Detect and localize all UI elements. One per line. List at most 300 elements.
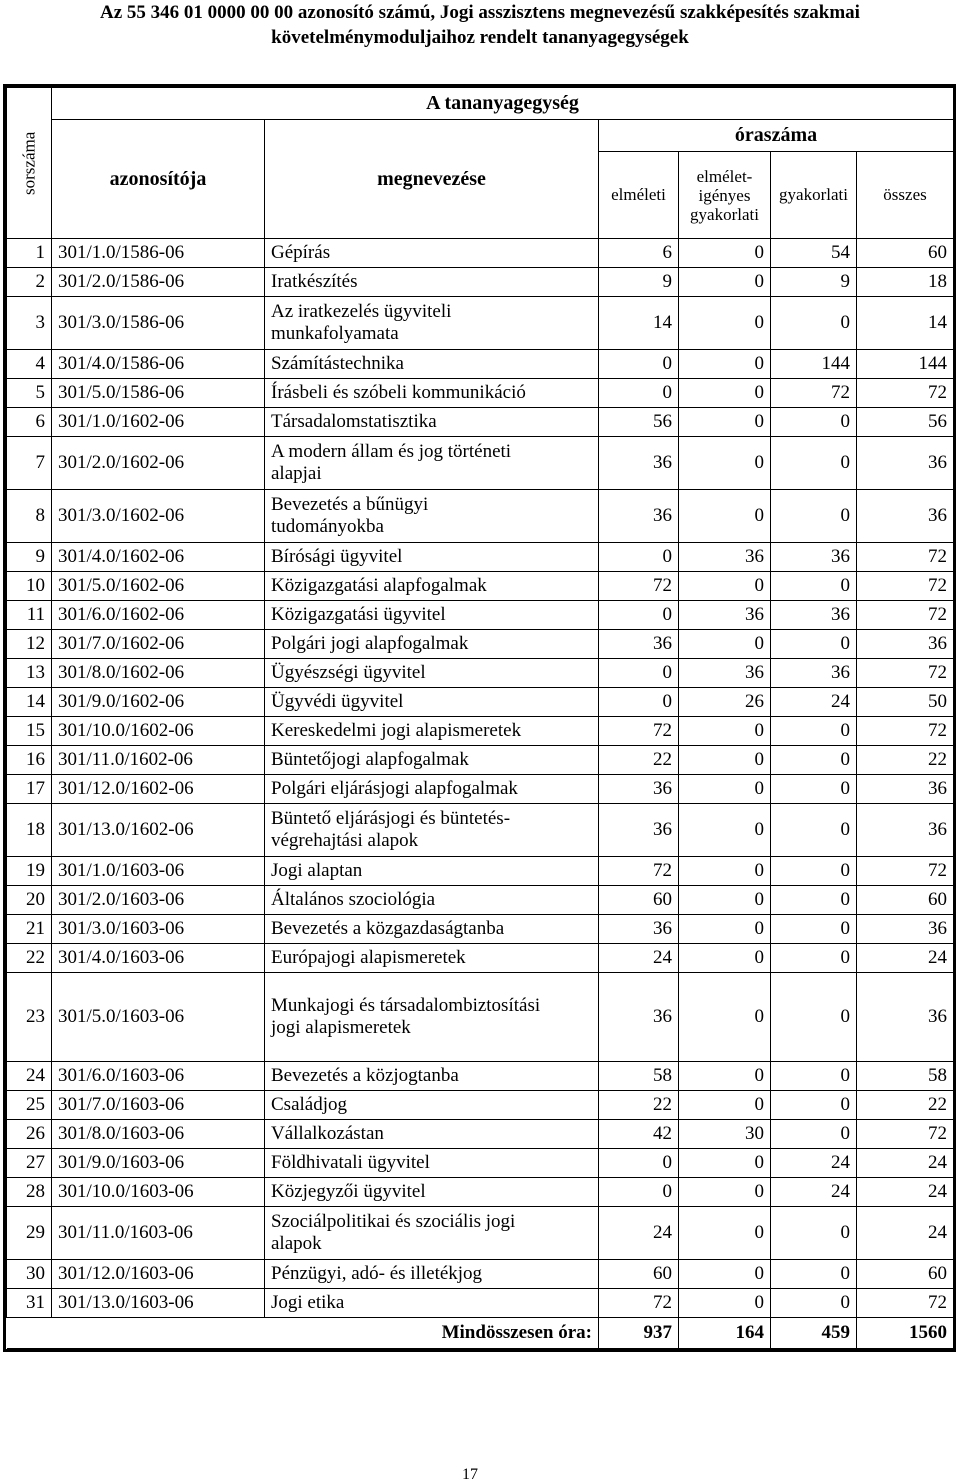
row-number: 3 bbox=[7, 297, 52, 350]
row-name-line1: Számítástechnika bbox=[271, 353, 404, 374]
row-elmeleti: 60 bbox=[599, 886, 679, 915]
row-name bbox=[265, 886, 599, 915]
total-elmeleti: 937 bbox=[599, 1318, 679, 1349]
row-gyakorlati: 54 bbox=[771, 239, 857, 268]
row-name-line1: Ügyvédi ügyvitel bbox=[271, 691, 404, 712]
row-name-line1: Az iratkezelés ügyviteli bbox=[271, 301, 452, 322]
row-elmeletigenyes: 0 bbox=[679, 239, 771, 268]
row-name bbox=[265, 746, 599, 775]
row-gyakorlati: 0 bbox=[771, 572, 857, 601]
row-name-line1: Írásbeli és szóbeli kommunikáció bbox=[271, 382, 526, 403]
row-elmeletigenyes: 0 bbox=[679, 775, 771, 804]
header-oraszama: óraszáma bbox=[599, 120, 954, 152]
table-row bbox=[7, 601, 954, 630]
table-row bbox=[7, 268, 954, 297]
row-id: 301/2.0/1586-06 bbox=[52, 268, 265, 297]
table-row bbox=[7, 1062, 954, 1091]
row-id: 301/9.0/1603-06 bbox=[52, 1149, 265, 1178]
row-elmeletigenyes: 0 bbox=[679, 572, 771, 601]
row-number: 25 bbox=[7, 1091, 52, 1120]
table-row bbox=[7, 857, 954, 886]
row-elmeleti: 0 bbox=[599, 1149, 679, 1178]
row-osszes: 60 bbox=[857, 886, 954, 915]
row-number: 4 bbox=[7, 350, 52, 379]
row-elmeleti: 60 bbox=[599, 1260, 679, 1289]
row-gyakorlati: 0 bbox=[771, 944, 857, 973]
total-elmeletigenyes: 164 bbox=[679, 1318, 771, 1349]
row-id: 301/8.0/1602-06 bbox=[52, 659, 265, 688]
row-number: 30 bbox=[7, 1260, 52, 1289]
row-elmeletigenyes: 0 bbox=[679, 746, 771, 775]
row-elmeleti: 72 bbox=[599, 717, 679, 746]
curriculum-table bbox=[3, 84, 956, 1352]
table-row bbox=[7, 350, 954, 379]
table-row bbox=[7, 408, 954, 437]
row-id: 301/12.0/1603-06 bbox=[52, 1260, 265, 1289]
row-elmeletigenyes: 0 bbox=[679, 437, 771, 490]
row-elmeletigenyes: 0 bbox=[679, 1178, 771, 1207]
row-id: 301/3.0/1602-06 bbox=[52, 490, 265, 543]
row-id: 301/10.0/1602-06 bbox=[52, 717, 265, 746]
table-row bbox=[7, 688, 954, 717]
table-row bbox=[7, 1207, 954, 1260]
row-osszes: 18 bbox=[857, 268, 954, 297]
row-name bbox=[265, 857, 599, 886]
row-id: 301/11.0/1602-06 bbox=[52, 746, 265, 775]
table-row bbox=[7, 379, 954, 408]
table-row bbox=[7, 1178, 954, 1207]
row-gyakorlati: 0 bbox=[771, 746, 857, 775]
row-number: 29 bbox=[7, 1207, 52, 1260]
table-row bbox=[7, 1120, 954, 1149]
row-elmeleti: 72 bbox=[599, 1289, 679, 1318]
row-name bbox=[265, 804, 599, 857]
table-row bbox=[7, 239, 954, 268]
row-osszes: 24 bbox=[857, 1207, 954, 1260]
row-number: 24 bbox=[7, 1062, 52, 1091]
row-elmeletigenyes: 0 bbox=[679, 1260, 771, 1289]
row-gyakorlati: 0 bbox=[771, 297, 857, 350]
table-row bbox=[7, 804, 954, 857]
row-number: 23 bbox=[7, 973, 52, 1062]
row-name-line1: Társadalomstatisztika bbox=[271, 411, 437, 432]
row-number: 26 bbox=[7, 1120, 52, 1149]
row-elmeleti: 56 bbox=[599, 408, 679, 437]
row-name-line1: Szociálpolitikai és szociális jogi bbox=[271, 1211, 516, 1232]
row-number: 27 bbox=[7, 1149, 52, 1178]
row-name bbox=[265, 717, 599, 746]
row-name-line1: Kereskedelmi jogi alapismeretek bbox=[271, 720, 522, 741]
row-name-line1: Polgári eljárásjogi alapfogalmak bbox=[271, 778, 518, 799]
row-elmeleti: 22 bbox=[599, 746, 679, 775]
row-gyakorlati: 0 bbox=[771, 1062, 857, 1091]
table-row bbox=[7, 490, 954, 543]
row-name-line1: Jogi etika bbox=[271, 1292, 345, 1313]
row-id: 301/13.0/1602-06 bbox=[52, 804, 265, 857]
row-elmeleti: 36 bbox=[599, 804, 679, 857]
row-elmeletigenyes: 36 bbox=[679, 543, 771, 572]
header-gyakorlati: gyakorlati bbox=[771, 152, 857, 239]
row-gyakorlati: 0 bbox=[771, 717, 857, 746]
row-name bbox=[265, 1149, 599, 1178]
row-osszes: 14 bbox=[857, 297, 954, 350]
row-elmeletigenyes: 0 bbox=[679, 717, 771, 746]
header-azonosito: azonosítója bbox=[52, 120, 265, 239]
row-gyakorlati: 0 bbox=[771, 775, 857, 804]
row-name-line1: Bevezetés a közgazdaságtanba bbox=[271, 918, 505, 939]
row-elmeletigenyes: 0 bbox=[679, 1207, 771, 1260]
row-name-line1: Bírósági ügyvitel bbox=[271, 546, 403, 567]
row-elmeleti: 24 bbox=[599, 944, 679, 973]
row-elmeleti: 36 bbox=[599, 490, 679, 543]
row-name bbox=[265, 1120, 599, 1149]
row-elmeletigenyes: 0 bbox=[679, 379, 771, 408]
row-id: 301/4.0/1602-06 bbox=[52, 543, 265, 572]
row-osszes: 72 bbox=[857, 1120, 954, 1149]
total-label: Mindösszesen óra: bbox=[7, 1318, 599, 1349]
row-osszes: 72 bbox=[857, 379, 954, 408]
table-row bbox=[7, 1149, 954, 1178]
row-osszes: 36 bbox=[857, 437, 954, 490]
row-number: 19 bbox=[7, 857, 52, 886]
row-elmeleti: 0 bbox=[599, 601, 679, 630]
header-elmeleti: elméleti bbox=[599, 152, 679, 239]
row-id: 301/6.0/1603-06 bbox=[52, 1062, 265, 1091]
row-osszes: 36 bbox=[857, 915, 954, 944]
row-name-line2: munkafolyamata bbox=[271, 323, 399, 344]
row-name-line1: Földhivatali ügyvitel bbox=[271, 1152, 430, 1173]
row-elmeleti: 36 bbox=[599, 775, 679, 804]
table-row bbox=[7, 543, 954, 572]
total-osszes: 1560 bbox=[857, 1318, 954, 1349]
row-id: 301/1.0/1586-06 bbox=[52, 239, 265, 268]
row-elmeletigenyes: 0 bbox=[679, 804, 771, 857]
row-gyakorlati: 0 bbox=[771, 915, 857, 944]
row-name-line1: Iratkészítés bbox=[271, 271, 358, 292]
row-gyakorlati: 0 bbox=[771, 857, 857, 886]
row-elmeletigenyes: 0 bbox=[679, 1289, 771, 1318]
row-elmeleti: 0 bbox=[599, 379, 679, 408]
row-elmeleti: 36 bbox=[599, 437, 679, 490]
row-name bbox=[265, 630, 599, 659]
row-name bbox=[265, 601, 599, 630]
row-id: 301/7.0/1602-06 bbox=[52, 630, 265, 659]
row-osszes: 24 bbox=[857, 1149, 954, 1178]
row-gyakorlati: 0 bbox=[771, 804, 857, 857]
table-row bbox=[7, 659, 954, 688]
row-name-line2: alapjai bbox=[271, 463, 322, 484]
row-name-line1: A modern állam és jog történeti bbox=[271, 441, 512, 462]
row-elmeleti: 9 bbox=[599, 268, 679, 297]
row-gyakorlati: 36 bbox=[771, 543, 857, 572]
row-name bbox=[265, 915, 599, 944]
table-row bbox=[7, 775, 954, 804]
row-id: 301/12.0/1602-06 bbox=[52, 775, 265, 804]
row-osszes: 36 bbox=[857, 775, 954, 804]
row-elmeletigenyes: 36 bbox=[679, 601, 771, 630]
row-number: 8 bbox=[7, 490, 52, 543]
row-name bbox=[265, 1207, 599, 1260]
row-name-line1: Büntető eljárásjogi és büntetés- bbox=[271, 808, 511, 829]
row-elmeletigenyes: 26 bbox=[679, 688, 771, 717]
row-gyakorlati: 36 bbox=[771, 601, 857, 630]
row-elmeleti: 0 bbox=[599, 1178, 679, 1207]
page-number: 17 bbox=[462, 1466, 478, 1483]
row-name-line2: végrehajtási alapok bbox=[271, 830, 419, 851]
row-name-line1: Jogi alaptan bbox=[271, 860, 363, 881]
row-elmeletigenyes: 0 bbox=[679, 973, 771, 1062]
row-elmeleti: 36 bbox=[599, 915, 679, 944]
header-tananyag: A tananyagegység bbox=[52, 88, 954, 120]
header-megnevezes: megnevezése bbox=[265, 120, 599, 239]
row-osszes: 58 bbox=[857, 1062, 954, 1091]
row-osszes: 72 bbox=[857, 857, 954, 886]
row-id: 301/5.0/1586-06 bbox=[52, 379, 265, 408]
row-id: 301/5.0/1602-06 bbox=[52, 572, 265, 601]
row-id: 301/2.0/1603-06 bbox=[52, 886, 265, 915]
row-id: 301/8.0/1603-06 bbox=[52, 1120, 265, 1149]
row-name bbox=[265, 239, 599, 268]
table-row bbox=[7, 746, 954, 775]
row-gyakorlati: 72 bbox=[771, 379, 857, 408]
header-elmeletigenyes-line1: elmélet- bbox=[696, 166, 753, 186]
table-row bbox=[7, 1091, 954, 1120]
row-elmeletigenyes: 0 bbox=[679, 915, 771, 944]
row-elmeleti: 14 bbox=[599, 297, 679, 350]
row-name-line2: tudományokba bbox=[271, 516, 384, 537]
row-osszes: 36 bbox=[857, 973, 954, 1062]
row-gyakorlati: 36 bbox=[771, 659, 857, 688]
table-row bbox=[7, 437, 954, 490]
row-number: 14 bbox=[7, 688, 52, 717]
row-elmeletigenyes: 0 bbox=[679, 490, 771, 543]
row-name bbox=[265, 659, 599, 688]
row-number: 18 bbox=[7, 804, 52, 857]
row-elmeletigenyes: 0 bbox=[679, 944, 771, 973]
row-number: 16 bbox=[7, 746, 52, 775]
row-elmeletigenyes: 0 bbox=[679, 1062, 771, 1091]
row-elmeletigenyes: 0 bbox=[679, 297, 771, 350]
title-line-1: Az 55 346 01 0000 00 00 azonosító számú, Jogi asszisztens megnevezésű szakképesítés szakmai bbox=[100, 2, 860, 23]
row-name-line1: Büntetőjogi alapfogalmak bbox=[271, 749, 469, 770]
row-gyakorlati: 0 bbox=[771, 1207, 857, 1260]
row-gyakorlati: 0 bbox=[771, 1289, 857, 1318]
row-id: 301/13.0/1603-06 bbox=[52, 1289, 265, 1318]
table-row bbox=[7, 915, 954, 944]
table-row bbox=[7, 572, 954, 601]
row-osszes: 36 bbox=[857, 490, 954, 543]
row-gyakorlati: 24 bbox=[771, 1149, 857, 1178]
row-id: 301/7.0/1603-06 bbox=[52, 1091, 265, 1120]
table-row bbox=[7, 1260, 954, 1289]
row-number: 20 bbox=[7, 886, 52, 915]
row-name-line1: Bevezetés a bűnügyi bbox=[271, 494, 429, 515]
table-row bbox=[7, 944, 954, 973]
row-elmeleti: 0 bbox=[599, 659, 679, 688]
row-id: 301/1.0/1602-06 bbox=[52, 408, 265, 437]
row-osszes: 72 bbox=[857, 659, 954, 688]
header-osszes: összes bbox=[857, 152, 954, 239]
row-osszes: 50 bbox=[857, 688, 954, 717]
row-number: 13 bbox=[7, 659, 52, 688]
row-elmeletigenyes: 0 bbox=[679, 408, 771, 437]
row-gyakorlati: 0 bbox=[771, 1091, 857, 1120]
row-elmeletigenyes: 30 bbox=[679, 1120, 771, 1149]
row-elmeletigenyes: 0 bbox=[679, 857, 771, 886]
row-osszes: 36 bbox=[857, 630, 954, 659]
row-name bbox=[265, 1178, 599, 1207]
row-elmeleti: 42 bbox=[599, 1120, 679, 1149]
total-row bbox=[7, 1318, 954, 1349]
row-name-line1: Vállalkozástan bbox=[271, 1123, 384, 1144]
row-name bbox=[265, 437, 599, 490]
row-gyakorlati: 0 bbox=[771, 1120, 857, 1149]
row-name bbox=[265, 1289, 599, 1318]
header-elmeletigenyes bbox=[679, 152, 771, 239]
row-elmeleti: 0 bbox=[599, 350, 679, 379]
row-elmeleti: 0 bbox=[599, 543, 679, 572]
row-name-line1: Gépírás bbox=[271, 242, 331, 263]
row-elmeletigenyes: 0 bbox=[679, 350, 771, 379]
row-gyakorlati: 9 bbox=[771, 268, 857, 297]
row-name-line1: Bevezetés a közjogtanba bbox=[271, 1065, 459, 1086]
row-number: 11 bbox=[7, 601, 52, 630]
row-osszes: 72 bbox=[857, 717, 954, 746]
header-sorszam: sorszáma bbox=[7, 88, 52, 239]
row-name bbox=[265, 688, 599, 717]
header-elmeletigenyes-line3: gyakorlati bbox=[690, 204, 759, 224]
row-name bbox=[265, 944, 599, 973]
row-gyakorlati: 0 bbox=[771, 886, 857, 915]
row-name bbox=[265, 297, 599, 350]
table-row bbox=[7, 973, 954, 1062]
table-row bbox=[7, 717, 954, 746]
row-name bbox=[265, 268, 599, 297]
row-gyakorlati: 0 bbox=[771, 408, 857, 437]
row-number: 2 bbox=[7, 268, 52, 297]
row-osszes: 36 bbox=[857, 804, 954, 857]
total-gyakorlati: 459 bbox=[771, 1318, 857, 1349]
row-name-line1: Családjog bbox=[271, 1094, 347, 1115]
row-number: 12 bbox=[7, 630, 52, 659]
row-elmeleti: 6 bbox=[599, 239, 679, 268]
row-gyakorlati: 0 bbox=[771, 973, 857, 1062]
row-name-line2: alapok bbox=[271, 1233, 322, 1254]
row-name-line1: Általános szociológia bbox=[271, 889, 436, 910]
row-id: 301/2.0/1602-06 bbox=[52, 437, 265, 490]
row-osszes: 144 bbox=[857, 350, 954, 379]
row-name-line1: Polgári jogi alapfogalmak bbox=[271, 633, 469, 654]
row-gyakorlati: 144 bbox=[771, 350, 857, 379]
row-number: 28 bbox=[7, 1178, 52, 1207]
table-row bbox=[7, 1289, 954, 1318]
row-name-line2: jogi alapismeretek bbox=[271, 1017, 411, 1038]
row-number: 21 bbox=[7, 915, 52, 944]
table-row bbox=[7, 886, 954, 915]
header-elmeletigenyes-line2: igényes bbox=[698, 185, 751, 205]
row-number: 1 bbox=[7, 239, 52, 268]
row-elmeleti: 0 bbox=[599, 688, 679, 717]
row-osszes: 22 bbox=[857, 746, 954, 775]
row-osszes: 72 bbox=[857, 1289, 954, 1318]
row-osszes: 60 bbox=[857, 1260, 954, 1289]
row-osszes: 24 bbox=[857, 1178, 954, 1207]
row-osszes: 72 bbox=[857, 543, 954, 572]
row-number: 5 bbox=[7, 379, 52, 408]
row-number: 6 bbox=[7, 408, 52, 437]
row-name bbox=[265, 379, 599, 408]
row-name-line1: Ügyészségi ügyvitel bbox=[271, 662, 426, 683]
row-name bbox=[265, 1260, 599, 1289]
row-osszes: 56 bbox=[857, 408, 954, 437]
row-elmeletigenyes: 0 bbox=[679, 630, 771, 659]
row-id: 301/4.0/1603-06 bbox=[52, 944, 265, 973]
row-number: 31 bbox=[7, 1289, 52, 1318]
row-number: 22 bbox=[7, 944, 52, 973]
row-id: 301/3.0/1586-06 bbox=[52, 297, 265, 350]
row-elmeleti: 36 bbox=[599, 973, 679, 1062]
row-number: 15 bbox=[7, 717, 52, 746]
row-elmeleti: 72 bbox=[599, 857, 679, 886]
row-elmeleti: 58 bbox=[599, 1062, 679, 1091]
row-elmeletigenyes: 0 bbox=[679, 1149, 771, 1178]
row-name bbox=[265, 1062, 599, 1091]
row-name-line1: Pénzügyi, adó- és illetékjog bbox=[271, 1263, 483, 1284]
row-gyakorlati: 24 bbox=[771, 1178, 857, 1207]
row-elmeleti: 72 bbox=[599, 572, 679, 601]
row-osszes: 22 bbox=[857, 1091, 954, 1120]
title-line-2: követelménymoduljaihoz rendelt tananyagegységek bbox=[271, 27, 689, 48]
row-name bbox=[265, 350, 599, 379]
row-name-line1: Közigazgatási alapfogalmak bbox=[271, 575, 487, 596]
row-name bbox=[265, 775, 599, 804]
row-name bbox=[265, 1091, 599, 1120]
row-name-line1: Munkajogi és társadalombiztosítási bbox=[271, 995, 541, 1016]
row-name bbox=[265, 973, 599, 1062]
row-id: 301/5.0/1603-06 bbox=[52, 973, 265, 1062]
row-gyakorlati: 0 bbox=[771, 1260, 857, 1289]
row-id: 301/1.0/1603-06 bbox=[52, 857, 265, 886]
row-elmeletigenyes: 36 bbox=[679, 659, 771, 688]
table-row bbox=[7, 630, 954, 659]
row-number: 9 bbox=[7, 543, 52, 572]
row-osszes: 60 bbox=[857, 239, 954, 268]
row-name bbox=[265, 543, 599, 572]
row-elmeletigenyes: 0 bbox=[679, 268, 771, 297]
row-id: 301/6.0/1602-06 bbox=[52, 601, 265, 630]
row-name bbox=[265, 572, 599, 601]
row-elmeleti: 36 bbox=[599, 630, 679, 659]
row-name-line1: Európajogi alapismeretek bbox=[271, 947, 466, 968]
row-number: 10 bbox=[7, 572, 52, 601]
row-name-line1: Közigazgatási ügyvitel bbox=[271, 604, 446, 625]
row-name bbox=[265, 490, 599, 543]
row-id: 301/11.0/1603-06 bbox=[52, 1207, 265, 1260]
row-id: 301/9.0/1602-06 bbox=[52, 688, 265, 717]
row-gyakorlati: 0 bbox=[771, 490, 857, 543]
row-gyakorlati: 24 bbox=[771, 688, 857, 717]
row-name bbox=[265, 408, 599, 437]
row-id: 301/10.0/1603-06 bbox=[52, 1178, 265, 1207]
row-id: 301/3.0/1603-06 bbox=[52, 915, 265, 944]
row-number: 17 bbox=[7, 775, 52, 804]
row-osszes: 72 bbox=[857, 572, 954, 601]
row-elmeletigenyes: 0 bbox=[679, 886, 771, 915]
row-name-line1: Közjegyzői ügyvitel bbox=[271, 1181, 426, 1202]
row-gyakorlati: 0 bbox=[771, 437, 857, 490]
row-elmeletigenyes: 0 bbox=[679, 1091, 771, 1120]
row-gyakorlati: 0 bbox=[771, 630, 857, 659]
